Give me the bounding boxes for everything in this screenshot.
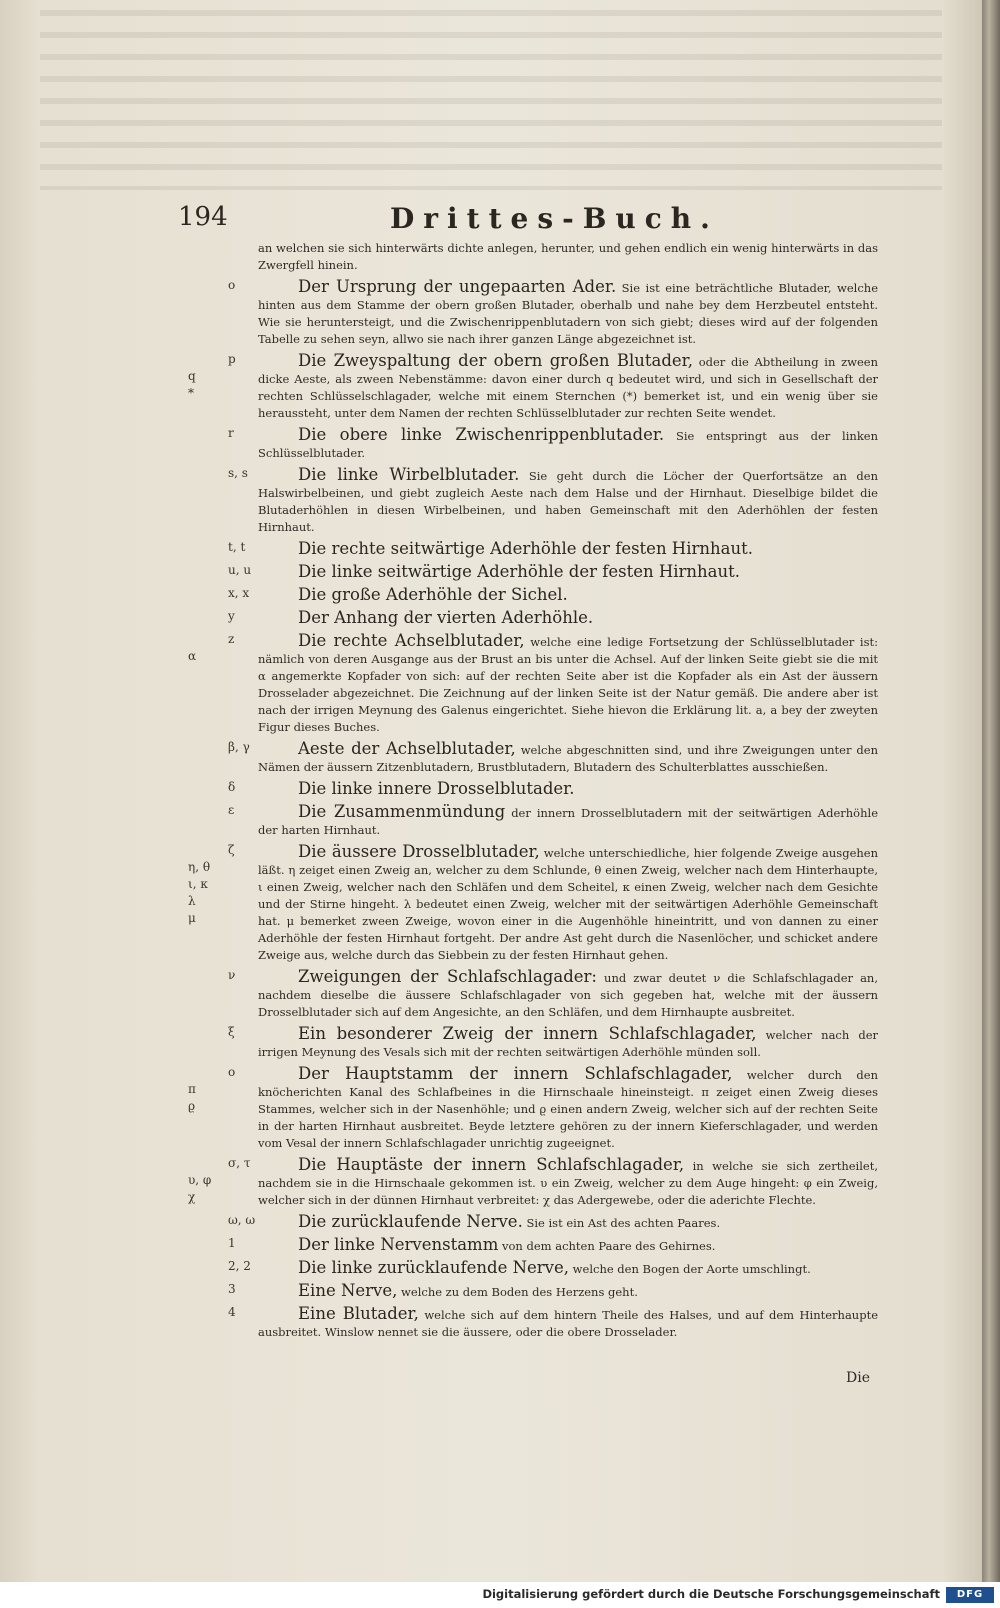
entry-heading: Die Zweyspaltung der obern großen Blutader,: [298, 351, 693, 370]
text-entry: [228, 739, 879, 776]
entry-text: in welche sie sich zertheilet, nachdem sie in die Hirnschaale gekommen ist. υ ein Zweig, welcher zu dem Auge hingeht: φ ein Zweig, welcher sich in der dünnen Hirnhaut verbreitet: χ das Adergewebe, oder die aderichte Flechte.: [258, 1159, 878, 1207]
bleed-through-texture: [40, 10, 942, 190]
entry-text: welcher nach der irrigen Meynung des Vesals sich mit der rechten seitwärtigen Aderhöhle münden soll.: [258, 1028, 879, 1059]
text-entry: [228, 1235, 878, 1255]
text-entry: [228, 802, 879, 839]
page-number: 194: [178, 202, 228, 232]
text-entry: [228, 277, 878, 348]
text-entry: [228, 465, 879, 536]
entry-heading: Ein besonderer Zweig der innern Schlafschlagader,: [298, 1024, 757, 1043]
text-entry: [228, 967, 878, 1021]
margin-label: β, γ: [228, 740, 250, 754]
entry-text: Sie ist eine beträchtliche Blutader, welche hinten aus dem Stamme der obern großen Blutader, oberhalb und nahe bey dem Herzbeutel entsteht. Wie sie heruntersteigt, und die Zwischenrippenblutadern von sich giebt; dieses wird auf der folgenden Tabelle zu sehen seyn, allwo sie nach ihrer ganzen Länge abgezeichnet ist.: [258, 281, 878, 346]
text-entry: [258, 240, 878, 274]
entry-heading: Der Hauptstamm der innern Schlafschlagader,: [298, 1064, 733, 1083]
margin-label: δ: [228, 780, 236, 794]
margin-label: s, s: [228, 466, 248, 480]
margin-label: y: [228, 609, 235, 623]
margin-label: ο π ϱ: [188, 1065, 236, 1113]
entry-heading: Der linke Nervenstamm: [298, 1235, 499, 1254]
margin-label: p q *: [188, 352, 236, 400]
text-entry: [228, 539, 878, 559]
entry-text: Sie ist ein Ast des achten Paares.: [526, 1216, 721, 1230]
entry-heading: Eine Nerve,: [298, 1281, 398, 1300]
entry-heading: Aeste der Achselblutader,: [298, 739, 516, 758]
footer-bar: [0, 1582, 1000, 1608]
margin-label: ξ: [228, 1025, 235, 1039]
entry-heading: Die Zusammenmündung: [298, 802, 506, 821]
text-entry: [188, 1064, 879, 1152]
margin-label: ω, ω: [228, 1213, 256, 1227]
entry-heading: Zweigungen der Schlafschlagader:: [298, 967, 597, 986]
entry-heading: Die rechte seitwärtige Aderhöhle der festen Hirnhaut.: [298, 539, 753, 558]
entry-heading: Die äussere Drosselblutader,: [298, 842, 540, 861]
text-entry: [228, 585, 878, 605]
entry-heading: Die rechte Achselblutader,: [298, 631, 525, 650]
entry-text: welcher durch den knöcherichten Kanal des Schlafbeines in die Hirnschaale hineinsteigt. π zeiget einen Zweig dieses Stammes, welcher sich in der Nasenhöhle; und ϱ einen andern Zweig, welcher sich auf der rechten Seite in der harten Hirnhaut ausbreitet. Beyde letztere gehören zu der innern Kieferschlagader, und werden vom Vesal der innern Schlafschlagader unrichtig zugeeignet.: [258, 1068, 879, 1150]
text-entry: [228, 1304, 879, 1341]
entry-heading: Die obere linke Zwischenrippenblutader.: [298, 425, 665, 444]
entry-heading: Die linke innere Drosselblutader.: [298, 779, 575, 798]
entry-heading: Eine Blutader,: [298, 1304, 419, 1323]
text-entry: [228, 1258, 878, 1278]
margin-label: 4: [228, 1305, 236, 1319]
margin-label: ζ η, θ ι, κ λ μ: [188, 843, 235, 925]
catchword: Die: [846, 1370, 870, 1386]
text-entry: [228, 608, 878, 628]
entry-heading: Die zurücklaufende Nerve.: [298, 1212, 523, 1231]
margin-label: z α: [188, 632, 235, 663]
body-text: [188, 240, 879, 1344]
entry-text: welche sich auf dem hintern Theile des Halses, und auf dem Hinterhaupte ausbreitet. Winslow nennet sie die äussere, oder die obere Drosselader.: [258, 1308, 879, 1339]
text-entry: [228, 1212, 878, 1232]
entry-text: der innern Drosselblutadern mit der seitwärtigen Aderhöhle der harten Hirnhaut.: [258, 806, 879, 837]
entry-heading: Die Hauptäste der innern Schlafschlagader,: [298, 1155, 685, 1174]
margin-label: t, t: [228, 540, 246, 554]
footer-credit: Digitalisierung gefördert durch die Deutsche Forschungsgemeinschaft: [482, 1587, 940, 1601]
entry-text: welche zu dem Boden des Herzens geht.: [401, 1285, 638, 1299]
entry-text: an welchen sie sich hinterwärts dichte anlegen, herunter, und gehen endlich ein wenig hinterwärts in das Zwergfell hinein.: [258, 241, 878, 272]
entry-text: Sie geht durch die Löcher der Querfortsätze an den Halswirbelbeinen, und giebt zugleich Aeste nach dem Halse und der Hirnhaut. Dieselbige bildet die Blutaderhöhlen in diesen Wirbelbeinen, und haben Gemeinschaft mit den Aderhöhlen der festen Hirnhaut.: [258, 469, 879, 534]
text-entry: [188, 842, 878, 964]
margin-label: x, x: [228, 586, 250, 600]
text-entry: [188, 1155, 878, 1209]
entry-text: welche abgeschnitten sind, und ihre Zweigungen unter den Nämen der äussern Zitzenblutadern, Brustblutadern, Blutadern des Schulterblattes ausschießen.: [258, 743, 879, 774]
entry-heading: Der Ursprung der ungepaarten Ader.: [298, 277, 617, 296]
entry-heading: Die linke Wirbelblutader.: [298, 465, 520, 484]
entry-heading: Die große Aderhöhle der Sichel.: [298, 585, 568, 604]
entry-heading: Die linke seitwärtige Aderhöhle der festen Hirnhaut.: [298, 562, 740, 581]
entry-text: oder die Abtheilung in zween dicke Aeste, als zween Nebenstämme: davon einer durch q bedeutet wird, und sich in Gesellschaft der rechten Schlüsselschlagader, welche mit einem Sternchen (*) bemerket ist, und ein wenig über sie heraussteht, unter dem Namen der rechten Schlüsselblutader zur rechten Seite wendet.: [258, 355, 878, 420]
margin-label: u, u: [228, 563, 252, 577]
margin-label: ε: [228, 803, 235, 817]
text-entry: [188, 631, 878, 736]
text-entry: [228, 1024, 879, 1061]
entry-text: Sie entspringt aus der linken Schlüsselblutader.: [258, 429, 879, 460]
margin-label: r: [228, 426, 234, 440]
entry-text: welche den Bogen der Aorte umschlingt.: [572, 1262, 811, 1276]
margin-label: 1: [228, 1236, 236, 1250]
text-entry: [228, 562, 878, 582]
entry-text: und zwar deutet ν die Schlafschlagader an, nachdem dieselbe die äussere Schlafschlagader von sich gegeben hat, welche mit der äussern Drosselblutader sich auf dem Angesichte, an den Schläfen, und dem Hirnhaupte ausbreitet.: [258, 971, 878, 1019]
entry-text: von dem achten Paare des Gehirnes.: [502, 1239, 716, 1253]
entry-heading: Die linke zurücklaufende Nerve,: [298, 1258, 570, 1277]
margin-label: o: [228, 278, 236, 292]
entry-heading: Der Anhang der vierten Aderhöhle.: [298, 608, 594, 627]
entry-text: welche unterschiedliche, hier folgende Zweige ausgehen läßt. η zeiget einen Zweig an, welcher zu dem Schlunde, θ einen Zweig, welcher nach dem Hinterhaupte, ι einen Zweig, welcher nach den Schläfen und dem Scheitel, κ einen Zweig, welcher nach dem Gesichte und der Stirne hingeht. λ bedeutet einen Zweig, welcher mit der seitwärtigen Aderhöhle Gemeinschaft hat. μ bemerket zween Zweige, wovon einer in die Augenhöhle hineintritt, und von dannen zu einer Aderhöhle der festen Hirnhaut fortgeht. Der andre Ast geht durch die Nasenlöcher, und schicket andere Zweige aus, welche durch das Siebbein zu der festen Hirnhaut gehen.: [258, 846, 878, 962]
margin-label: 3: [228, 1282, 236, 1296]
text-entry: [228, 1281, 878, 1301]
running-title: Drittes-Buch.: [390, 202, 719, 235]
text-entry: [228, 779, 878, 799]
text-entry: [228, 425, 879, 462]
margin-label: ν: [228, 968, 236, 982]
text-entry: [188, 351, 878, 422]
entry-text: welche eine ledige Fortsetzung der Schlüsselblutader ist: nämlich von deren Ausgange aus der Brust an bis unter die Achsel. Auf der linken Seite giebt sie die mit α angemerkte Kopfader von sich: auf der rechten Seite aber ist die Kopfader als ein Ast der äussern Drosselader abgezeichnet. Die Zeichnung auf der linken Seite ist der Natur gemäß. Die andere aber ist nach der irrigen Meynung des Galenus eingerichtet. Siehe hievon die Erklärung lit. a, a bey der zweyten Figur dieses Buches.: [258, 635, 878, 734]
page-header: [0, 202, 982, 242]
dfg-logo: DFG: [946, 1587, 994, 1603]
page-edge: [982, 0, 1000, 1608]
margin-label: σ, τ υ, φ χ: [188, 1156, 251, 1204]
margin-label: 2, 2: [228, 1259, 251, 1273]
